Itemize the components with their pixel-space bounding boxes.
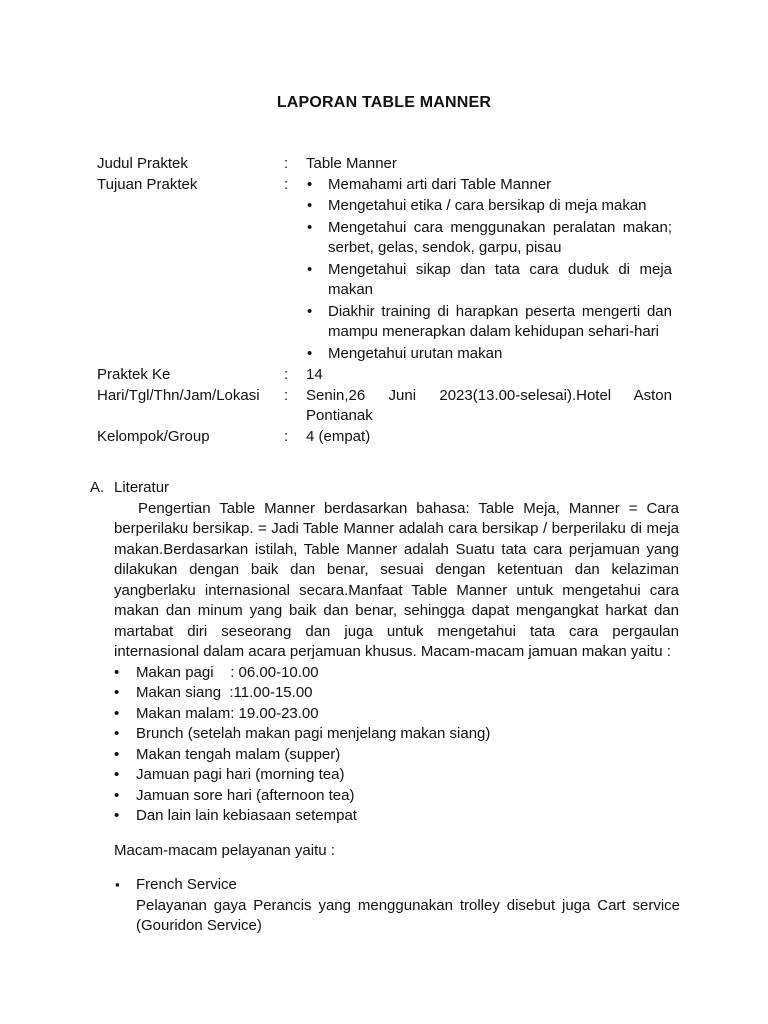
info-label: Judul Praktek — [97, 155, 188, 172]
list-item: • Memahami arti dari Table Manner — [306, 175, 672, 196]
section-letter: A. — [90, 479, 105, 496]
services-intro: Macam-macam pelayanan yaitu : — [114, 841, 335, 859]
info-label: Kelompok/Group — [97, 427, 210, 445]
info-label: Hari/Tgl/Thn/Jam/Lokasi — [97, 386, 260, 404]
section-heading — [90, 478, 680, 499]
info-value: Table Manner — [306, 155, 397, 172]
info-value-line: Senin,26 Juni 2023(13.00-selesai).Hotel Aston — [306, 386, 672, 404]
list-item: • Mengetahui sikap dan tata cara duduk di meja makan — [306, 260, 672, 301]
section-title: Literatur — [114, 479, 170, 496]
list-item: • Makan tengah malam (supper) — [114, 745, 680, 766]
service-item — [114, 875, 680, 937]
info-value-line: Pontianak — [306, 407, 373, 424]
services-list — [114, 875, 680, 937]
info-value — [306, 386, 672, 427]
list-item: • Diakhir training di harapkan peserta mengerti dan mampu menerapkan dalam kehidupan sehari-hari — [306, 302, 672, 343]
info-label: Tujuan Praktek — [97, 175, 198, 193]
list-item: • Makan malam: 19.00-23.00 — [114, 704, 680, 725]
list-item: • Jamuan sore hari (afternoon tea) — [114, 786, 680, 807]
info-row-kelompok — [97, 427, 672, 448]
info-value: 14 — [306, 366, 323, 383]
info-row-tujuan — [97, 175, 672, 366]
list-item-text: Makan siang :11.00-15.00 — [136, 684, 313, 701]
info-colon: : — [284, 366, 289, 383]
list-item: • Dan lain lain kebiasaan setempat — [114, 806, 680, 827]
list-item: • Mengetahui cara menggunakan peralatan makan; serbet, gelas, sendok, garpu, pisau — [306, 218, 672, 259]
section-literatur — [90, 478, 680, 937]
info-value: 4 (empat) — [306, 427, 371, 445]
list-item: • Mengetahui etika / cara bersikap di meja makan — [306, 196, 672, 217]
info-colon: : — [284, 386, 289, 404]
list-item — [114, 663, 680, 684]
info-colon: : — [284, 175, 289, 193]
info-colon: : — [284, 155, 289, 172]
tujuan-list-container — [306, 175, 672, 366]
list-item: • Jamuan pagi hari (morning tea) — [114, 765, 680, 786]
literatur-paragraph: Pengertian Table Manner berdasarkan bahasa: Table Meja, Manner = Cara berperilaku bersikap. = Jadi Table Manner adalah cara bersikap / berperilaku di meja makan.Berdasarkan istilah, Table Manner adalah Suatu tata cara perjamuan yang dilakukan dengan baik dan benar, sesuai dengan ketentuan dan kelaziman yangberlaku internasional secara.Manfaat Table Manner untuk mengetahui cara makan dan minum yang baik dan benar, sehingga dapat mengangkat harkat dan martabat diri seseorang dan juga untuk mengetahui tata cara pergaulan internasional dalam acara perjamuan khusus. Macam-macam jamuan makan yaitu : — [114, 499, 679, 660]
list-item — [114, 683, 680, 704]
info-row-praktek-ke — [97, 365, 672, 386]
info-label: Praktek Ke — [97, 366, 171, 383]
list-item: • Mengetahui urutan makan — [306, 344, 672, 365]
document-title: LAPORAN TABLE MANNER — [276, 94, 492, 111]
service-name: ▪ French Service — [136, 876, 237, 893]
info-row-judul — [97, 154, 672, 175]
list-item: • Brunch (setelah makan pagi menjelang makan siang) — [114, 724, 680, 745]
list-item-text: Makan pagi : 06.00-10.00 — [136, 663, 319, 681]
tujuan-list — [306, 175, 672, 365]
info-colon: : — [284, 427, 289, 445]
service-description: Pelayanan gaya Perancis yang menggunakan trolley disebut juga Cart service (Gouridon Service) — [136, 896, 680, 934]
meal-times-list — [114, 663, 680, 827]
info-row-hari — [97, 386, 672, 427]
report-info-table — [97, 154, 672, 447]
